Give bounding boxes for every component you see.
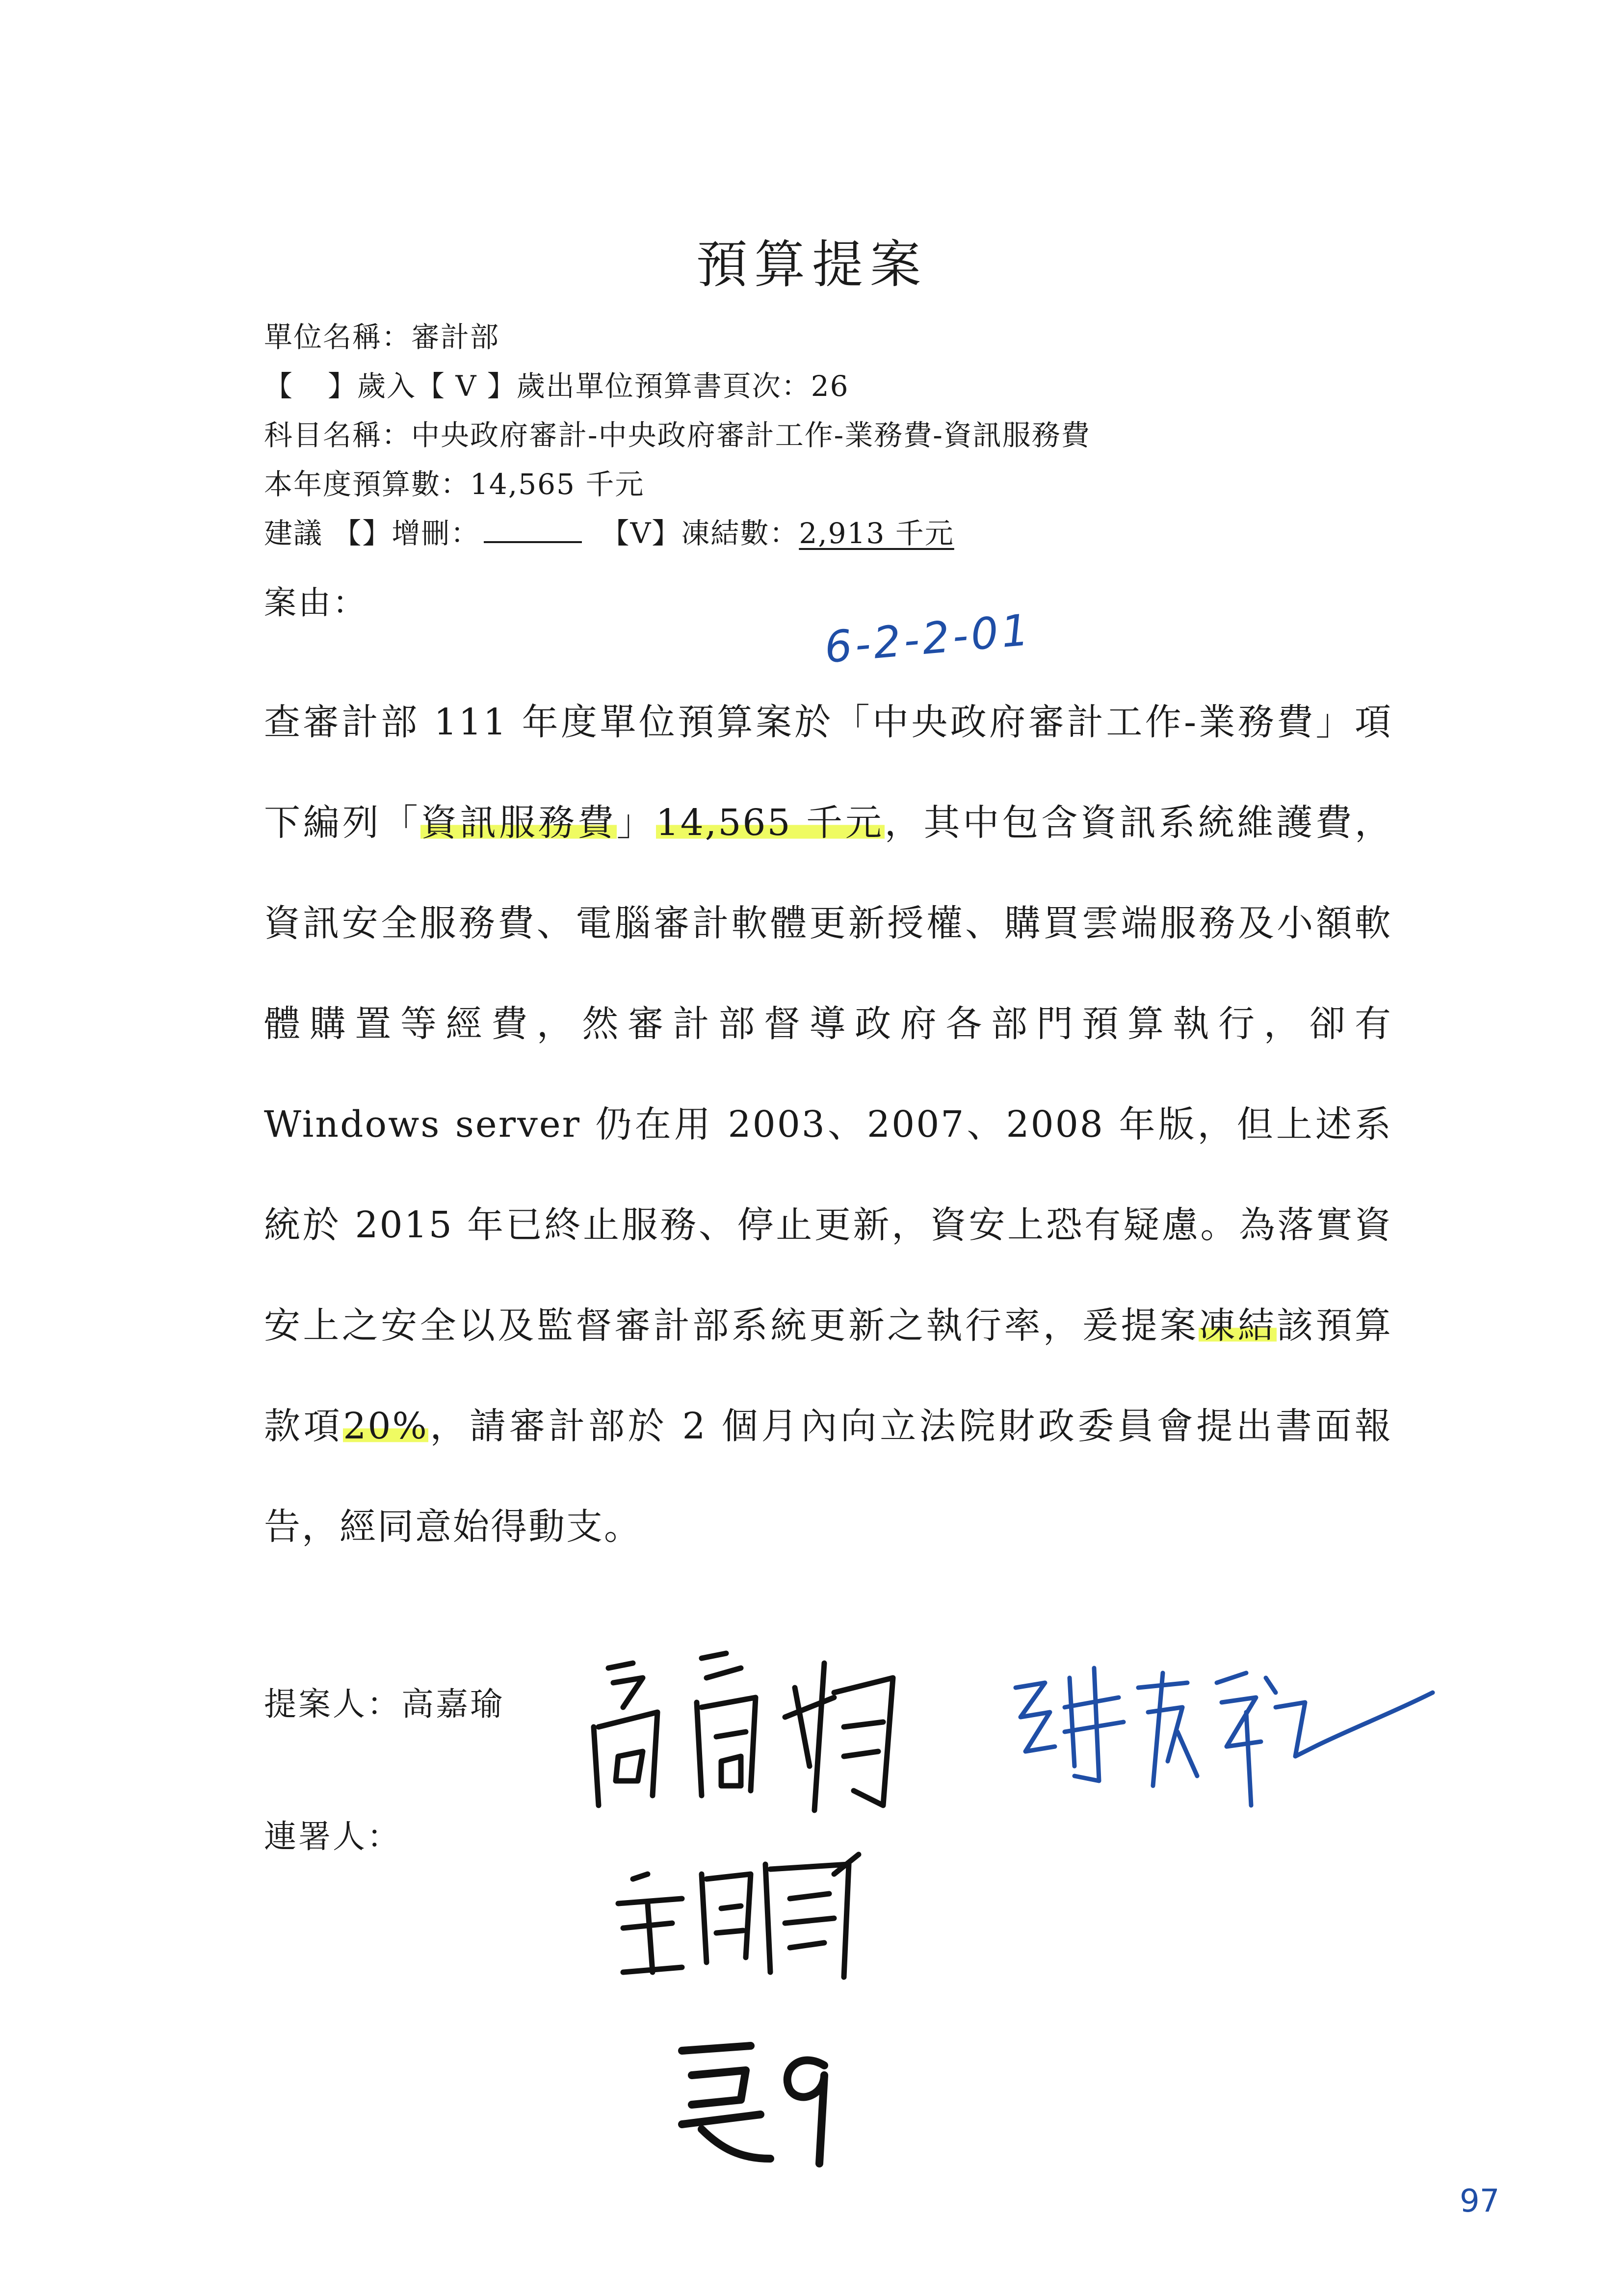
highlight-freeze: 凍結 — [1199, 1305, 1277, 1347]
cosigner-label: 連署人： — [264, 1818, 401, 1855]
freeze-amount: 2,913 千元 — [799, 517, 954, 550]
body-text-3: ，其中包含資訊系統維護費，資訊安全服務費、電腦審計軟體更新授權、購買雲端服務及小額軟體購置等經費，然審計部督導政府各部門預算執行，卻有 Windows server 仍在用 2003、2007、2008 年版，但上述系統於 2015 年已終止服務、停止更新，資安上恐有疑慮。為落實資安上之安全以及監督審計部系統更新之執行率，爰提案 — [264, 802, 1393, 1347]
body-text-5: ，請審計部於 2 個月內向立法院財政委員會提出書面報告，經同意始得動支。 — [264, 1405, 1393, 1548]
reason-label: 案由： — [264, 584, 367, 622]
subject-line: 科目名稱：中央政府審計-中央政府審計工作-業務費-資訊服務費 — [264, 418, 1091, 452]
page-number: 97 — [1460, 2183, 1500, 2219]
budget-line: 本年度預算數：14,565 千元 — [264, 468, 645, 501]
reason-paragraph — [264, 672, 1392, 1577]
proposal-modify: 建議 【】增刪： — [264, 517, 480, 550]
body-text-1: 查審計部 111 年度單位預算案於「中央政府審計工作-業務費」項下編列「 — [264, 701, 1392, 844]
highlight-amount: 14,565 千元 — [655, 802, 885, 844]
page-type-line — [264, 363, 849, 404]
proposal-freeze: 【V】凍結數： — [601, 517, 799, 550]
highlight-percent: 20% — [343, 1405, 428, 1447]
body-text-2: 」 — [616, 802, 656, 844]
signature-cosigner-1 — [603, 1845, 898, 1992]
proposer-label: 提案人：高嘉瑜 — [264, 1685, 504, 1723]
page-type-text: 】歲入【 V 】歲出單位預算書頁次：26 — [328, 369, 849, 403]
handwritten-ref: 6-2-2-01 — [822, 604, 1034, 673]
unit-line: 單位名稱：審計部 — [264, 320, 500, 354]
body-text-4: 該預算款項 — [264, 1305, 1393, 1447]
blank-field — [484, 517, 582, 543]
page-title: 預算提案 — [696, 235, 928, 294]
signature-proposer — [579, 1648, 932, 1835]
signature-cosigner-2 — [1001, 1658, 1442, 1825]
handwritten-stamp — [662, 2031, 849, 2178]
proposal-line — [264, 510, 954, 551]
reason-body — [264, 672, 1392, 1577]
highlight-service-fee: 資訊服務費 — [420, 802, 617, 844]
page-type-prefix: 【 — [264, 369, 294, 403]
